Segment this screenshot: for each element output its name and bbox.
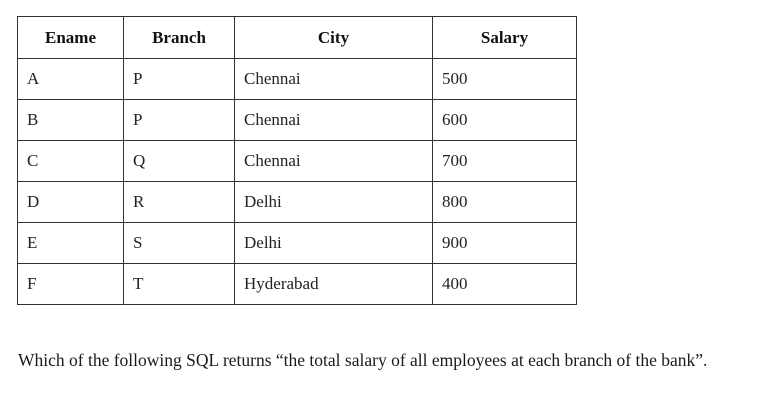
table-row bbox=[18, 141, 577, 182]
column-header-branch: Branch bbox=[124, 17, 235, 59]
cell-salary: 400 bbox=[433, 264, 577, 305]
cell-branch: R bbox=[124, 182, 235, 223]
cell-branch: S bbox=[124, 223, 235, 264]
cell-ename: B bbox=[18, 100, 124, 141]
column-header-ename: Ename bbox=[18, 17, 124, 59]
cell-salary: 800 bbox=[433, 182, 577, 223]
cell-branch: Q bbox=[124, 141, 235, 182]
cell-salary: 500 bbox=[433, 59, 577, 100]
table-row bbox=[18, 182, 577, 223]
table-row bbox=[18, 264, 577, 305]
cell-branch: P bbox=[124, 100, 235, 141]
table-row bbox=[18, 223, 577, 264]
cell-ename: A bbox=[18, 59, 124, 100]
table-row bbox=[18, 100, 577, 141]
cell-branch: P bbox=[124, 59, 235, 100]
table-header-row bbox=[18, 17, 577, 59]
column-header-salary: Salary bbox=[433, 17, 577, 59]
cell-city: Chennai bbox=[235, 59, 433, 100]
cell-city: Chennai bbox=[235, 141, 433, 182]
cell-ename: D bbox=[18, 182, 124, 223]
cell-salary: 900 bbox=[433, 223, 577, 264]
employee-table bbox=[17, 16, 577, 305]
cell-ename: E bbox=[18, 223, 124, 264]
cell-salary: 700 bbox=[433, 141, 577, 182]
cell-salary: 600 bbox=[433, 100, 577, 141]
cell-city: Hyderabad bbox=[235, 264, 433, 305]
column-header-city: City bbox=[235, 17, 433, 59]
cell-branch: T bbox=[124, 264, 235, 305]
cell-ename: F bbox=[18, 264, 124, 305]
question-text: Which of the following SQL returns “the total salary of all employees at each branch of the bank”. bbox=[18, 350, 708, 370]
cell-city: Delhi bbox=[235, 223, 433, 264]
cell-city: Chennai bbox=[235, 100, 433, 141]
cell-city: Delhi bbox=[235, 182, 433, 223]
cell-ename: C bbox=[18, 141, 124, 182]
table-row bbox=[18, 59, 577, 100]
